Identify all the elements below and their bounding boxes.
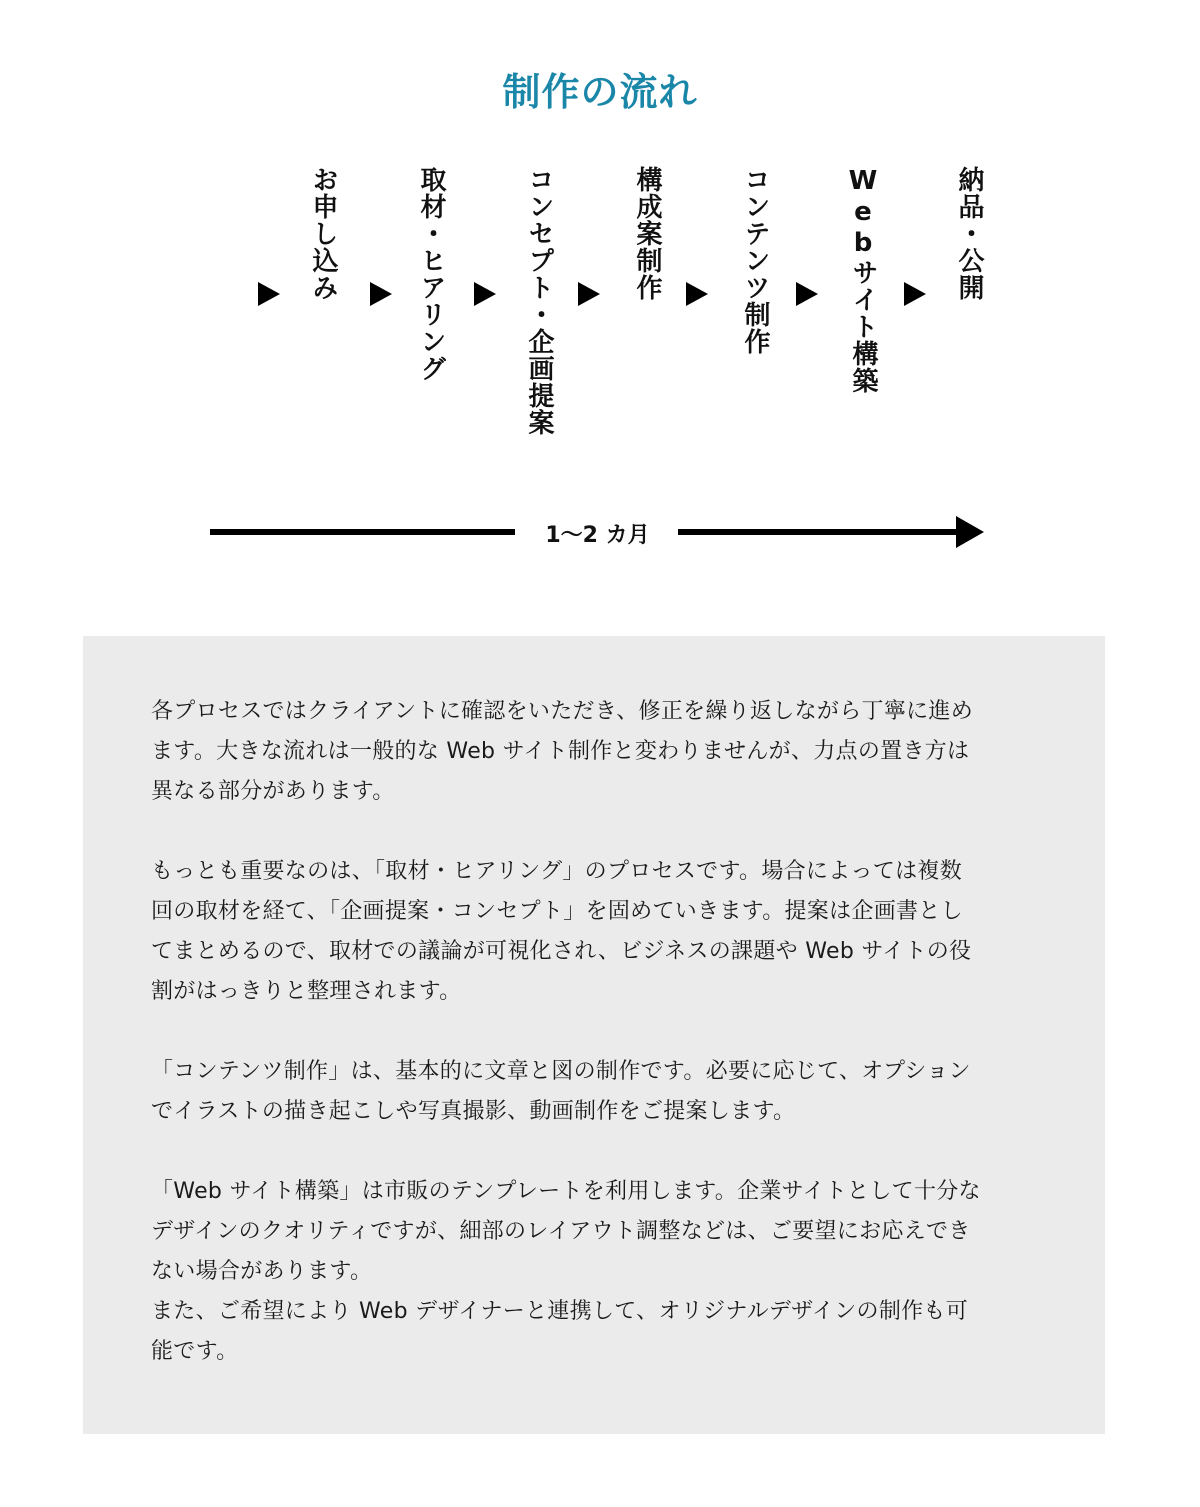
arrow-right-icon bbox=[578, 282, 600, 306]
text-line: デザインのクオリティですが、細部のレイアウト調整などは、ご要望にお応えでき bbox=[151, 1219, 971, 1244]
arrow-right-icon bbox=[474, 282, 496, 306]
flow-step-delivery: 納品・公開 bbox=[954, 166, 984, 301]
timeline-line bbox=[210, 529, 515, 535]
arrow-right-icon bbox=[796, 282, 818, 306]
flow-step-interview: 取材・ヒアリング bbox=[416, 166, 446, 382]
flow-step-structure: 構成案制作 bbox=[632, 166, 662, 301]
arrowhead-icon bbox=[956, 516, 984, 548]
text-line: 各プロセスではクライアントに確認をいただき、修正を繰り返しながら丁寧に進め bbox=[151, 699, 974, 724]
process-flow bbox=[0, 160, 1200, 460]
text-line: 割がはっきりと整理されます。 bbox=[151, 979, 462, 1004]
flow-step-content: コンテンツ制作 bbox=[740, 166, 770, 355]
text-line: 能です。 bbox=[151, 1339, 239, 1364]
duration-timeline bbox=[0, 512, 1200, 552]
note-paragraph bbox=[151, 852, 1045, 1012]
text-line: また、ご希望により Web デザイナーと連携して、オリジナルデザインの制作も可 bbox=[151, 1299, 969, 1324]
text-line: でイラストの描き起こしや写真撮影、動画制作をご提案します。 bbox=[151, 1099, 796, 1124]
arrow-right-icon bbox=[370, 282, 392, 306]
text-line: 「Web サイト構築」は市販のテンプレートを利用します。企業サイトとして十分な bbox=[151, 1179, 981, 1204]
text-line: 異なる部分があります。 bbox=[151, 779, 395, 804]
flow-step-web-build: Webサイト構築 bbox=[848, 166, 878, 394]
note-paragraph bbox=[151, 1172, 1045, 1372]
arrow-right-icon bbox=[904, 282, 926, 306]
text-line: ます。大きな流れは一般的な Web サイト制作と変わりませんが、力点の置き方は bbox=[151, 739, 970, 764]
note-paragraph bbox=[151, 1052, 1045, 1132]
arrow-right-icon bbox=[686, 282, 708, 306]
flow-step-application: お申し込み bbox=[308, 166, 338, 301]
notes-panel bbox=[83, 636, 1105, 1434]
text-line: ない場合があります。 bbox=[151, 1259, 373, 1284]
duration-label: 1〜2 カ月 bbox=[545, 523, 650, 548]
text-line: もっとも重要なのは、「取材・ヒアリング」のプロセスです。場合によっては複数 bbox=[151, 859, 963, 884]
text-line: 回の取材を経て、「企画提案・コンセプト」を固めていきます。提案は企画書とし bbox=[151, 899, 963, 924]
page-title: 制作の流れ bbox=[502, 70, 698, 115]
flow-step-concept-proposal: コンセプト・企画提案 bbox=[524, 166, 554, 436]
timeline-line bbox=[678, 529, 960, 535]
text-line: 「コンテンツ制作」は、基本的に文章と図の制作です。必要に応じて、オプション bbox=[151, 1059, 971, 1084]
text-line: てまとめるので、取材での議論が可視化され、ビジネスの課題や Web サイトの役 bbox=[151, 939, 972, 964]
note-paragraph bbox=[151, 692, 1045, 812]
arrow-right-icon bbox=[258, 282, 280, 306]
